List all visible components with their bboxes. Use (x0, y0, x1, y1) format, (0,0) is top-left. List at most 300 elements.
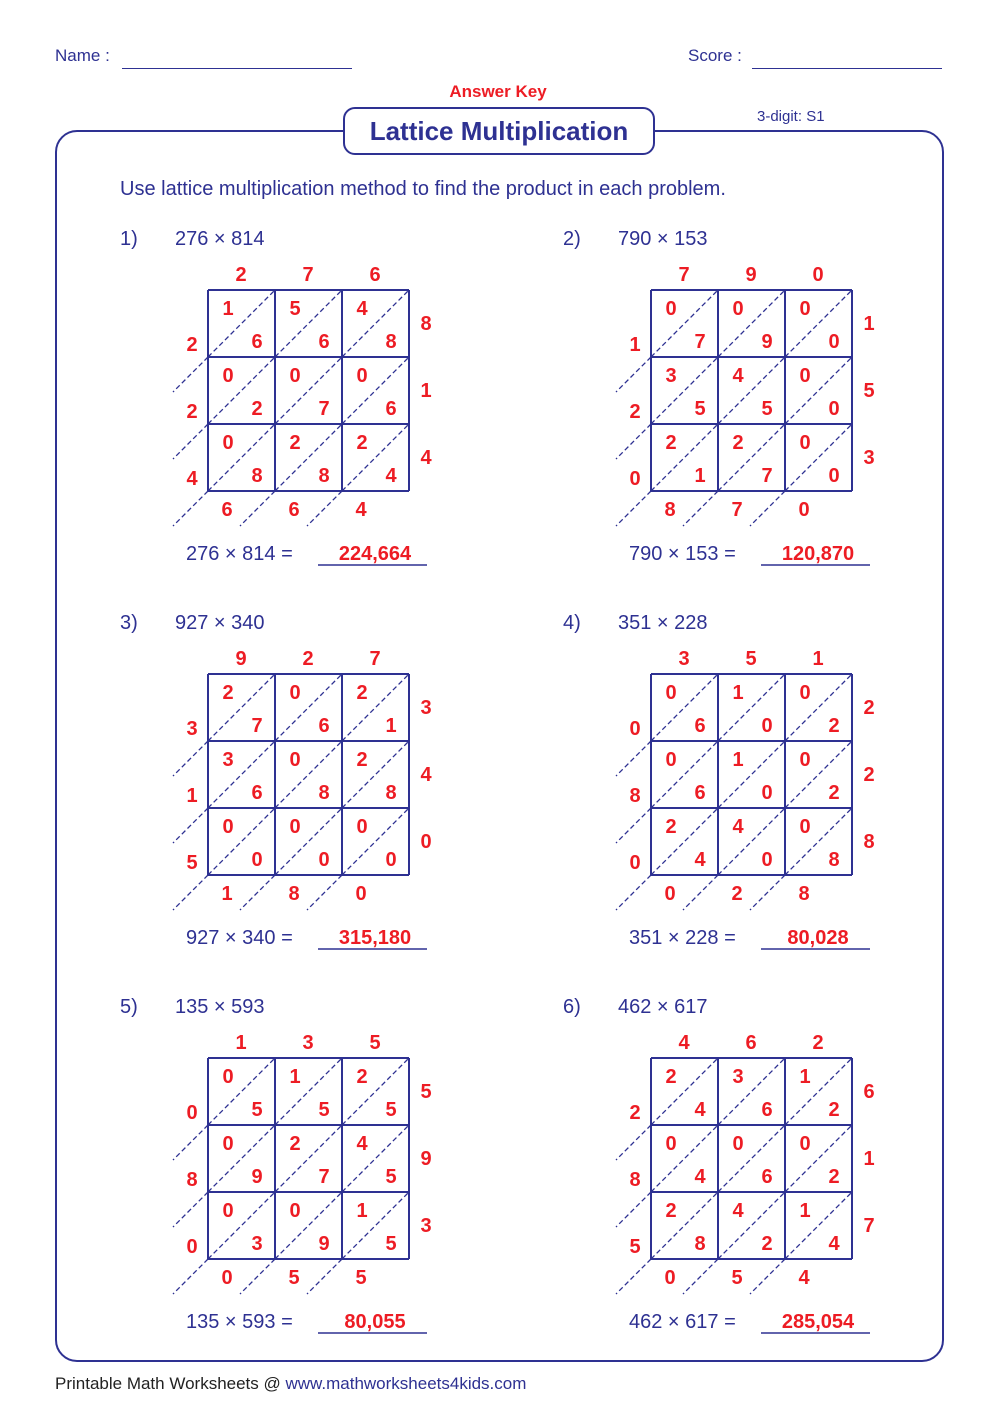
bottom-digit: 8 (664, 499, 676, 521)
right-digit: 2 (863, 697, 875, 719)
right-digit: 1 (863, 313, 875, 335)
cell-tens-digit: 2 (356, 1066, 368, 1088)
diagonal-extension (173, 357, 208, 392)
bottom-digit: 4 (798, 1267, 810, 1289)
bottom-digit: 7 (731, 499, 743, 521)
diagonal-extension (750, 1259, 785, 1294)
problem-number: 1) (120, 228, 138, 250)
cell-tens-digit: 4 (732, 1200, 744, 1222)
cell-tens-digit: 0 (289, 816, 301, 838)
cell-tens-digit: 2 (665, 816, 677, 838)
cell-units-digit: 3 (251, 1233, 263, 1255)
top-digit: 5 (369, 1032, 381, 1054)
diagonal-line (718, 741, 785, 808)
equation: 276 × 814 = (186, 543, 293, 565)
cell-units-digit: 2 (828, 1166, 840, 1188)
bottom-digit: 5 (288, 1267, 300, 1289)
bottom-digit: 8 (288, 883, 300, 905)
score-field[interactable] (752, 68, 942, 69)
diagonal-line (342, 1125, 409, 1192)
cell-tens-digit: 0 (665, 749, 677, 771)
cell-units-digit: 5 (694, 398, 706, 420)
diagonal-extension (683, 491, 718, 526)
left-digit: 1 (629, 334, 641, 356)
cell-tens-digit: 4 (732, 365, 744, 387)
left-digit: 2 (186, 401, 198, 423)
cell-tens-digit: 0 (289, 749, 301, 771)
set-label: 3-digit: S1 (757, 108, 825, 125)
cell-units-digit: 5 (251, 1099, 263, 1121)
diagonal-extension (683, 1259, 718, 1294)
diagonal-line (718, 1192, 785, 1259)
left-digit: 1 (186, 785, 198, 807)
cell-units-digit: 6 (318, 331, 330, 353)
bottom-digit: 6 (221, 499, 233, 521)
cell-units-digit: 6 (251, 331, 263, 353)
diagonal-line (651, 1125, 718, 1192)
cell-tens-digit: 0 (222, 1066, 234, 1088)
problem-5 (120, 988, 540, 1358)
cell-tens-digit: 2 (356, 682, 368, 704)
cell-units-digit: 2 (251, 398, 263, 420)
diagonal-line (208, 290, 275, 357)
diagonal-line (275, 1058, 342, 1125)
diagonal-line (208, 1192, 275, 1259)
cell-tens-digit: 0 (799, 1133, 811, 1155)
cell-units-digit: 0 (761, 849, 773, 871)
diagonal-line (718, 424, 785, 491)
cell-tens-digit: 0 (799, 432, 811, 454)
left-digit: 5 (186, 852, 198, 874)
lattice-problem (120, 220, 540, 590)
top-digit: 0 (812, 264, 824, 286)
cell-tens-digit: 2 (356, 749, 368, 771)
cell-units-digit: 8 (318, 465, 330, 487)
cell-tens-digit: 0 (356, 365, 368, 387)
cell-units-digit: 1 (385, 715, 397, 737)
cell-tens-digit: 4 (356, 1133, 368, 1155)
problem-number: 5) (120, 996, 138, 1018)
left-digit: 0 (629, 718, 641, 740)
cell-units-digit: 6 (761, 1099, 773, 1121)
diagonal-line (208, 357, 275, 424)
bottom-digit: 4 (355, 499, 367, 521)
right-digit: 5 (863, 380, 875, 402)
diagonal-line (275, 808, 342, 875)
left-digit: 8 (629, 785, 641, 807)
answer: 80,028 (787, 927, 849, 949)
cell-units-digit: 0 (761, 782, 773, 804)
bottom-digit: 6 (288, 499, 300, 521)
right-digit: 3 (420, 1215, 432, 1237)
top-digit: 6 (745, 1032, 757, 1054)
cell-tens-digit: 3 (222, 749, 234, 771)
left-digit: 4 (186, 468, 198, 490)
cell-units-digit: 6 (694, 715, 706, 737)
right-digit: 3 (420, 697, 432, 719)
cell-tens-digit: 1 (289, 1066, 301, 1088)
diagonal-line (275, 357, 342, 424)
cell-tens-digit: 0 (799, 298, 811, 320)
cell-tens-digit: 0 (665, 682, 677, 704)
diagonal-extension (240, 491, 275, 526)
top-digit: 7 (369, 648, 381, 670)
cell-tens-digit: 0 (222, 432, 234, 454)
lattice-problem (563, 604, 983, 974)
cell-tens-digit: 0 (732, 1133, 744, 1155)
diagonal-line (651, 741, 718, 808)
diagonal-line (785, 357, 852, 424)
problem-number: 2) (563, 228, 581, 250)
answer: 285,054 (781, 1311, 855, 1333)
top-digit: 5 (745, 648, 757, 670)
diagonal-line (718, 808, 785, 875)
right-digit: 8 (863, 831, 875, 853)
diagonal-line (342, 741, 409, 808)
right-digit: 8 (420, 313, 432, 335)
problem-4 (563, 604, 983, 974)
left-digit: 5 (629, 1236, 641, 1258)
diagonal-extension (616, 1259, 651, 1294)
cell-tens-digit: 0 (289, 365, 301, 387)
cell-units-digit: 0 (385, 849, 397, 871)
cell-tens-digit: 2 (289, 1133, 301, 1155)
diagonal-line (275, 1192, 342, 1259)
cell-units-digit: 0 (251, 849, 263, 871)
diagonal-extension (616, 491, 651, 526)
cell-tens-digit: 0 (222, 816, 234, 838)
diagonal-extension (683, 875, 718, 910)
top-digit: 3 (302, 1032, 314, 1054)
diagonal-extension (173, 741, 208, 776)
diagonal-line (342, 808, 409, 875)
diagonal-line (275, 424, 342, 491)
diagonal-extension (616, 357, 651, 392)
cell-tens-digit: 3 (732, 1066, 744, 1088)
cell-units-digit: 5 (761, 398, 773, 420)
diagonal-line (785, 424, 852, 491)
top-digit: 2 (302, 648, 314, 670)
cell-units-digit: 5 (385, 1166, 397, 1188)
cell-tens-digit: 2 (665, 1200, 677, 1222)
right-digit: 6 (863, 1081, 875, 1103)
cell-units-digit: 2 (828, 1099, 840, 1121)
diagonal-line (785, 674, 852, 741)
problem-1 (120, 220, 540, 590)
diagonal-extension (173, 875, 208, 910)
bottom-digit: 1 (221, 883, 233, 905)
diagonal-line (208, 1058, 275, 1125)
cell-tens-digit: 0 (289, 682, 301, 704)
cell-tens-digit: 0 (665, 298, 677, 320)
diagonal-extension (173, 1192, 208, 1227)
cell-units-digit: 9 (318, 1233, 330, 1255)
cell-tens-digit: 2 (222, 682, 234, 704)
diagonal-line (785, 1125, 852, 1192)
cell-units-digit: 7 (694, 331, 706, 353)
lattice-problem (563, 988, 983, 1358)
cell-units-digit: 4 (385, 465, 397, 487)
diagonal-extension (307, 875, 342, 910)
bottom-digit: 2 (731, 883, 743, 905)
diagonal-line (651, 290, 718, 357)
diagonal-extension (173, 1259, 208, 1294)
problem-number: 3) (120, 612, 138, 634)
cell-tens-digit: 2 (356, 432, 368, 454)
answer: 315,180 (338, 927, 412, 949)
cell-units-digit: 6 (385, 398, 397, 420)
problem-expression: 790 × 153 (618, 228, 708, 250)
cell-tens-digit: 5 (289, 298, 301, 320)
problem-expression: 462 × 617 (618, 996, 708, 1018)
cell-units-digit: 0 (828, 331, 840, 353)
diagonal-line (342, 424, 409, 491)
diagonal-extension (173, 1125, 208, 1160)
cell-tens-digit: 0 (799, 365, 811, 387)
diagonal-line (651, 1058, 718, 1125)
cell-units-digit: 4 (694, 1166, 706, 1188)
top-digit: 1 (235, 1032, 247, 1054)
bottom-digit: 0 (355, 883, 367, 905)
diagonal-line (651, 424, 718, 491)
lattice-problem (120, 604, 540, 974)
right-digit: 7 (863, 1215, 875, 1237)
equation: 927 × 340 = (186, 927, 293, 949)
equation: 462 × 617 = (629, 1311, 736, 1333)
cell-tens-digit: 3 (665, 365, 677, 387)
diagonal-line (718, 1058, 785, 1125)
diagonal-extension (616, 875, 651, 910)
diagonal-extension (240, 875, 275, 910)
cell-units-digit: 5 (385, 1099, 397, 1121)
diagonal-line (275, 741, 342, 808)
footer (55, 1374, 526, 1394)
cell-units-digit: 7 (318, 1166, 330, 1188)
left-digit: 2 (629, 1102, 641, 1124)
diagonal-line (651, 808, 718, 875)
left-digit: 0 (629, 468, 641, 490)
diagonal-line (785, 290, 852, 357)
diagonal-extension (616, 424, 651, 459)
answer: 120,870 (781, 543, 855, 565)
cell-units-digit: 0 (761, 715, 773, 737)
cell-tens-digit: 2 (665, 1066, 677, 1088)
diagonal-line (342, 1192, 409, 1259)
cell-units-digit: 9 (761, 331, 773, 353)
diagonal-line (208, 674, 275, 741)
cell-tens-digit: 1 (222, 298, 234, 320)
right-digit: 3 (863, 447, 875, 469)
answer: 224,664 (338, 543, 412, 565)
diagonal-extension (307, 1259, 342, 1294)
equation: 135 × 593 = (186, 1311, 293, 1333)
diagonal-extension (616, 1192, 651, 1227)
cell-units-digit: 6 (694, 782, 706, 804)
left-digit: 2 (629, 401, 641, 423)
diagonal-extension (173, 424, 208, 459)
top-digit: 2 (812, 1032, 824, 1054)
cell-units-digit: 8 (385, 782, 397, 804)
left-digit: 2 (186, 334, 198, 356)
cell-units-digit: 4 (694, 849, 706, 871)
equation: 351 × 228 = (629, 927, 736, 949)
cell-units-digit: 5 (385, 1233, 397, 1255)
cell-units-digit: 8 (828, 849, 840, 871)
left-digit: 0 (186, 1102, 198, 1124)
diagonal-line (275, 290, 342, 357)
cell-tens-digit: 0 (799, 816, 811, 838)
instructions: Use lattice multiplication method to find the product in each problem. (120, 178, 726, 200)
diagonal-extension (750, 491, 785, 526)
problem-expression: 276 × 814 (175, 228, 265, 250)
cell-units-digit: 2 (828, 715, 840, 737)
cell-units-digit: 6 (761, 1166, 773, 1188)
diagonal-line (342, 290, 409, 357)
right-digit: 2 (863, 764, 875, 786)
diagonal-extension (173, 491, 208, 526)
answer: 80,055 (344, 1311, 406, 1333)
cell-units-digit: 8 (385, 331, 397, 353)
top-digit: 2 (235, 264, 247, 286)
cell-tens-digit: 1 (799, 1066, 811, 1088)
left-digit: 3 (186, 718, 198, 740)
diagonal-line (718, 1125, 785, 1192)
cell-units-digit: 0 (318, 849, 330, 871)
cell-tens-digit: 0 (222, 1200, 234, 1222)
top-digit: 7 (678, 264, 690, 286)
diagonal-line (208, 808, 275, 875)
cell-tens-digit: 0 (289, 1200, 301, 1222)
cell-units-digit: 4 (828, 1233, 840, 1255)
cell-units-digit: 8 (318, 782, 330, 804)
problem-2 (563, 220, 983, 590)
cell-units-digit: 4 (694, 1099, 706, 1121)
cell-tens-digit: 4 (732, 816, 744, 838)
right-digit: 9 (420, 1148, 432, 1170)
cell-units-digit: 8 (694, 1233, 706, 1255)
cell-units-digit: 0 (828, 398, 840, 420)
diagonal-line (718, 674, 785, 741)
top-digit: 3 (678, 648, 690, 670)
diagonal-line (718, 290, 785, 357)
diagonal-extension (240, 1259, 275, 1294)
problem-expression: 927 × 340 (175, 612, 265, 634)
diagonal-line (651, 1192, 718, 1259)
diagonal-extension (173, 808, 208, 843)
diagonal-line (275, 1125, 342, 1192)
bottom-digit: 8 (798, 883, 810, 905)
lattice-problem (563, 220, 983, 590)
diagonal-line (342, 674, 409, 741)
cell-units-digit: 0 (828, 465, 840, 487)
cell-units-digit: 2 (828, 782, 840, 804)
cell-tens-digit: 1 (356, 1200, 368, 1222)
page-title: Lattice Multiplication (343, 107, 655, 155)
cell-units-digit: 7 (251, 715, 263, 737)
diagonal-line (275, 674, 342, 741)
problem-expression: 351 × 228 (618, 612, 708, 634)
left-digit: 8 (186, 1169, 198, 1191)
diagonal-line (718, 357, 785, 424)
bottom-digit: 0 (798, 499, 810, 521)
bottom-digit: 0 (221, 1267, 233, 1289)
top-digit: 7 (302, 264, 314, 286)
bottom-digit: 0 (664, 1267, 676, 1289)
diagonal-line (651, 357, 718, 424)
cell-tens-digit: 0 (665, 1133, 677, 1155)
right-digit: 5 (420, 1081, 432, 1103)
diagonal-line (785, 808, 852, 875)
diagonal-line (208, 1125, 275, 1192)
top-digit: 6 (369, 264, 381, 286)
cell-units-digit: 6 (318, 715, 330, 737)
bottom-digit: 5 (355, 1267, 367, 1289)
diagonal-line (208, 741, 275, 808)
cell-tens-digit: 0 (222, 1133, 234, 1155)
cell-tens-digit: 2 (665, 432, 677, 454)
cell-units-digit: 7 (318, 398, 330, 420)
cell-units-digit: 2 (761, 1233, 773, 1255)
top-digit: 1 (812, 648, 824, 670)
cell-tens-digit: 0 (799, 749, 811, 771)
cell-units-digit: 5 (318, 1099, 330, 1121)
cell-tens-digit: 1 (732, 682, 744, 704)
cell-tens-digit: 1 (799, 1200, 811, 1222)
cell-units-digit: 8 (251, 465, 263, 487)
bottom-digit: 5 (731, 1267, 743, 1289)
diagonal-extension (616, 808, 651, 843)
cell-units-digit: 1 (694, 465, 706, 487)
bottom-digit: 0 (664, 883, 676, 905)
left-digit: 0 (629, 852, 641, 874)
diagonal-line (785, 1058, 852, 1125)
diagonal-line (785, 741, 852, 808)
equation: 790 × 153 = (629, 543, 736, 565)
cell-tens-digit: 0 (222, 365, 234, 387)
right-digit: 1 (863, 1148, 875, 1170)
cell-tens-digit: 0 (799, 682, 811, 704)
diagonal-line (785, 1192, 852, 1259)
lattice-problem (120, 988, 540, 1358)
diagonal-extension (307, 491, 342, 526)
cell-tens-digit: 2 (732, 432, 744, 454)
diagonal-extension (750, 875, 785, 910)
left-digit: 0 (186, 1236, 198, 1258)
diagonal-extension (616, 741, 651, 776)
diagonal-line (651, 674, 718, 741)
right-digit: 0 (420, 831, 432, 853)
diagonal-line (342, 357, 409, 424)
diagonal-extension (616, 1125, 651, 1160)
name-field[interactable] (122, 68, 352, 69)
cell-units-digit: 7 (761, 465, 773, 487)
problem-6 (563, 988, 983, 1358)
problem-expression: 135 × 593 (175, 996, 265, 1018)
problem-number: 6) (563, 996, 581, 1018)
cell-tens-digit: 0 (732, 298, 744, 320)
footer-link[interactable]: www.mathworksheets4kids.com (285, 1374, 527, 1393)
answer-key-label: Answer Key (449, 82, 547, 101)
left-digit: 8 (629, 1169, 641, 1191)
cell-tens-digit: 4 (356, 298, 368, 320)
name-label: Name : (55, 46, 110, 65)
diagonal-line (342, 1058, 409, 1125)
top-digit: 9 (235, 648, 247, 670)
right-digit: 4 (420, 447, 432, 469)
cell-units-digit: 9 (251, 1166, 263, 1188)
top-digit: 9 (745, 264, 757, 286)
right-digit: 1 (420, 380, 432, 402)
